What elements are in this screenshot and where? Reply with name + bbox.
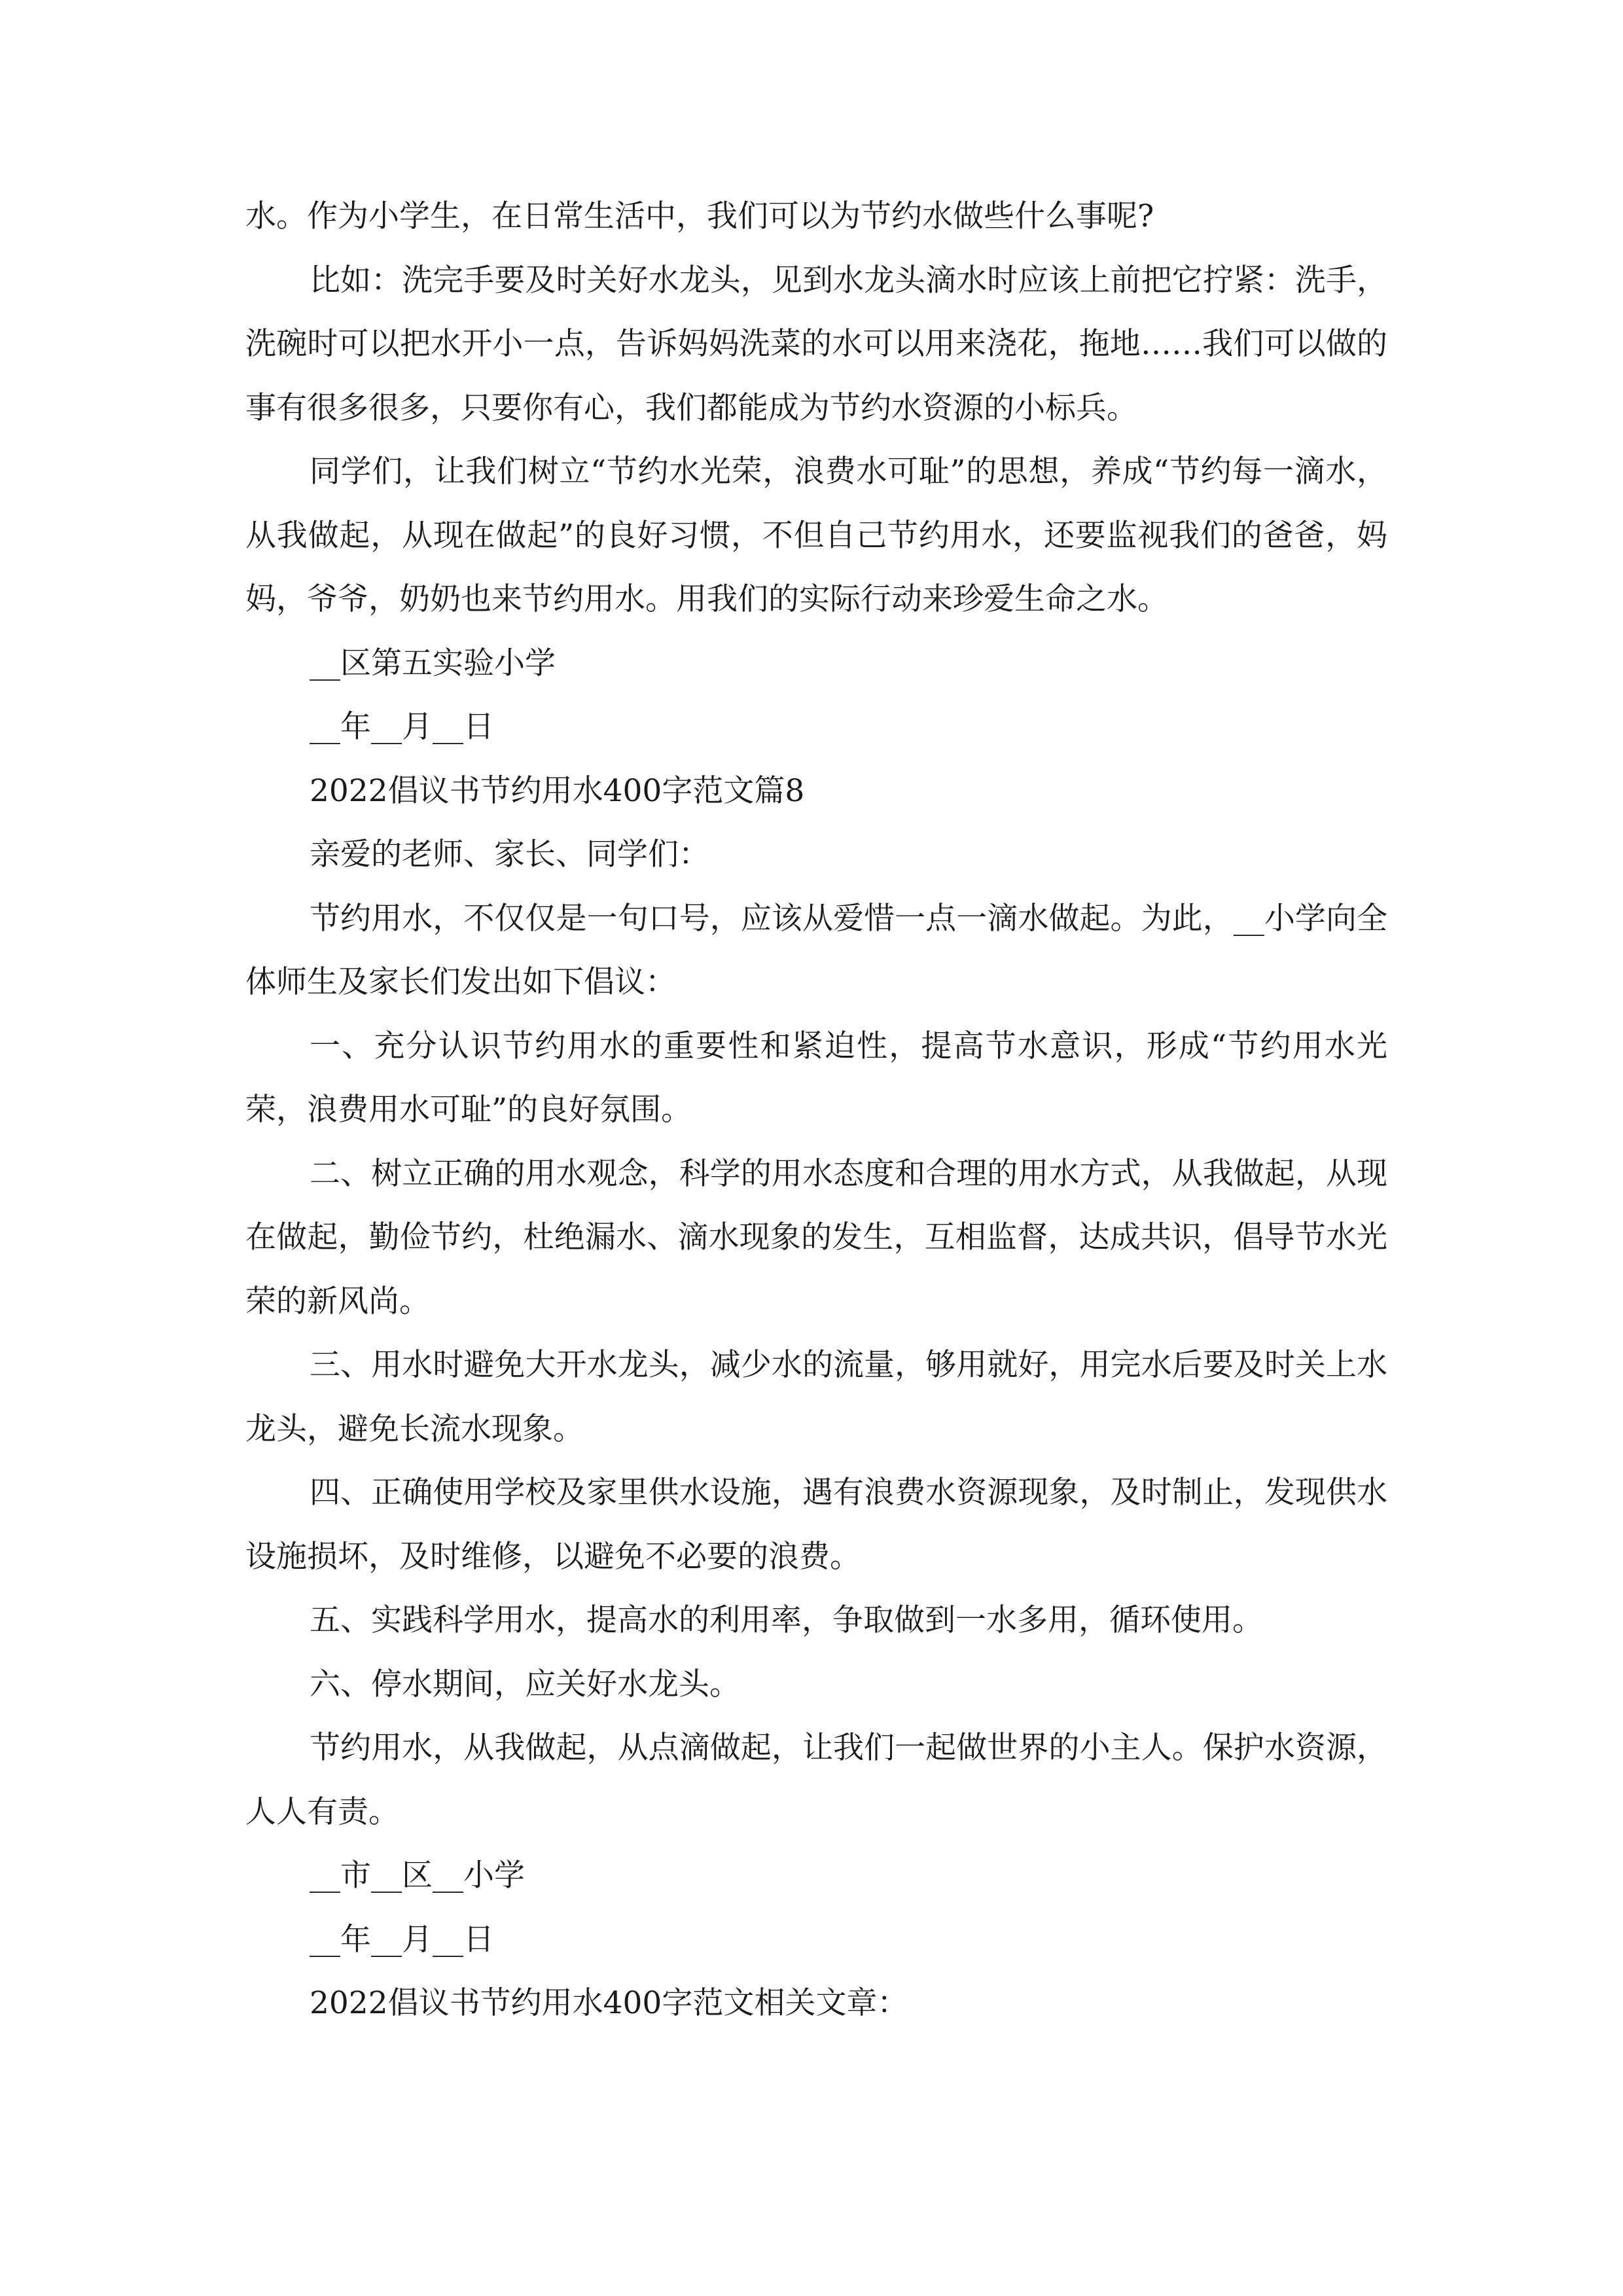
proposal-item: 三、用水时避免大开水龙头，减少水的流量，够用就好，用完水后要及时关上水龙头，避免长流水现象。 (245, 1347, 1387, 1447)
document-page (245, 185, 1387, 2036)
paragraph: 节约用水，不仅仅是一句口号，应该从爱惜一点一滴水做起。为此，__小学向全体师生及家长们发出如下倡议： (245, 900, 1387, 1000)
proposal-item: 五、实践科学用水，提高水的利用率，争取做到一水多用，循环使用。 (310, 1602, 1263, 1638)
proposal-item: 二、树立正确的用水观念，科学的用水态度和合理的用水方式，从我做起，从现在做起，勤俭节约，杜绝漏水、滴水现象的发生，互相监督，达成共识，倡导节水光荣的新风尚。 (245, 1155, 1387, 1319)
closing-paragraph: 节约用水，从我做起，从点滴做起，让我们一起做世界的小主人。保护水资源，人人有责。 (245, 1730, 1387, 1830)
paragraph: 比如：洗完手要及时关好水龙头，见到水龙头滴水时应该上前把它拧紧：洗手，洗碗时可以把水开小一点，告诉妈妈洗菜的水可以用来浇花，拖地……我们可以做的事有很多很多，只要你有心，我们都能成为节约水资源的小标兵。 (245, 262, 1387, 426)
proposal-item: 四、正确使用学校及家里供水设施，遇有浪费水资源现象，及时制止，发现供水设施损坏，及时维修，以避免不必要的浪费。 (245, 1475, 1387, 1575)
signature-school: __市__区__小学 (310, 1857, 525, 1893)
signature-date: __年__月__日 (310, 1921, 494, 1958)
signature-date: __年__月__日 (310, 709, 494, 745)
related-articles-heading: 2022倡议书节约用水400字范文相关文章： (310, 1985, 908, 2021)
signature-school: __区第五实验小学 (310, 645, 556, 681)
paragraph: 水。作为小学生，在日常生活中，我们可以为节约水做些什么事呢? (245, 198, 1154, 234)
proposal-item: 六、停水期间，应关好水龙头。 (310, 1666, 740, 1702)
salutation: 亲爱的老师、家长、同学们： (310, 836, 709, 872)
section-heading: 2022倡议书节约用水400字范文篇8 (310, 772, 805, 809)
paragraph: 同学们，让我们树立“节约水光荣，浪费水可耻”的思想，养成“节约每一滴水，从我做起，从现在做起”的良好习惯，不但自己节约用水，还要监视我们的爸爸，妈妈，爷爷，奶奶也来节约用水。用我们的实际行动来珍爱生命之水。 (245, 454, 1387, 617)
proposal-item: 一、充分认识节约用水的重要性和紧迫性，提高节水意识，形成“节约用水光荣，浪费用水可耻”的良好氛围。 (245, 1028, 1387, 1128)
